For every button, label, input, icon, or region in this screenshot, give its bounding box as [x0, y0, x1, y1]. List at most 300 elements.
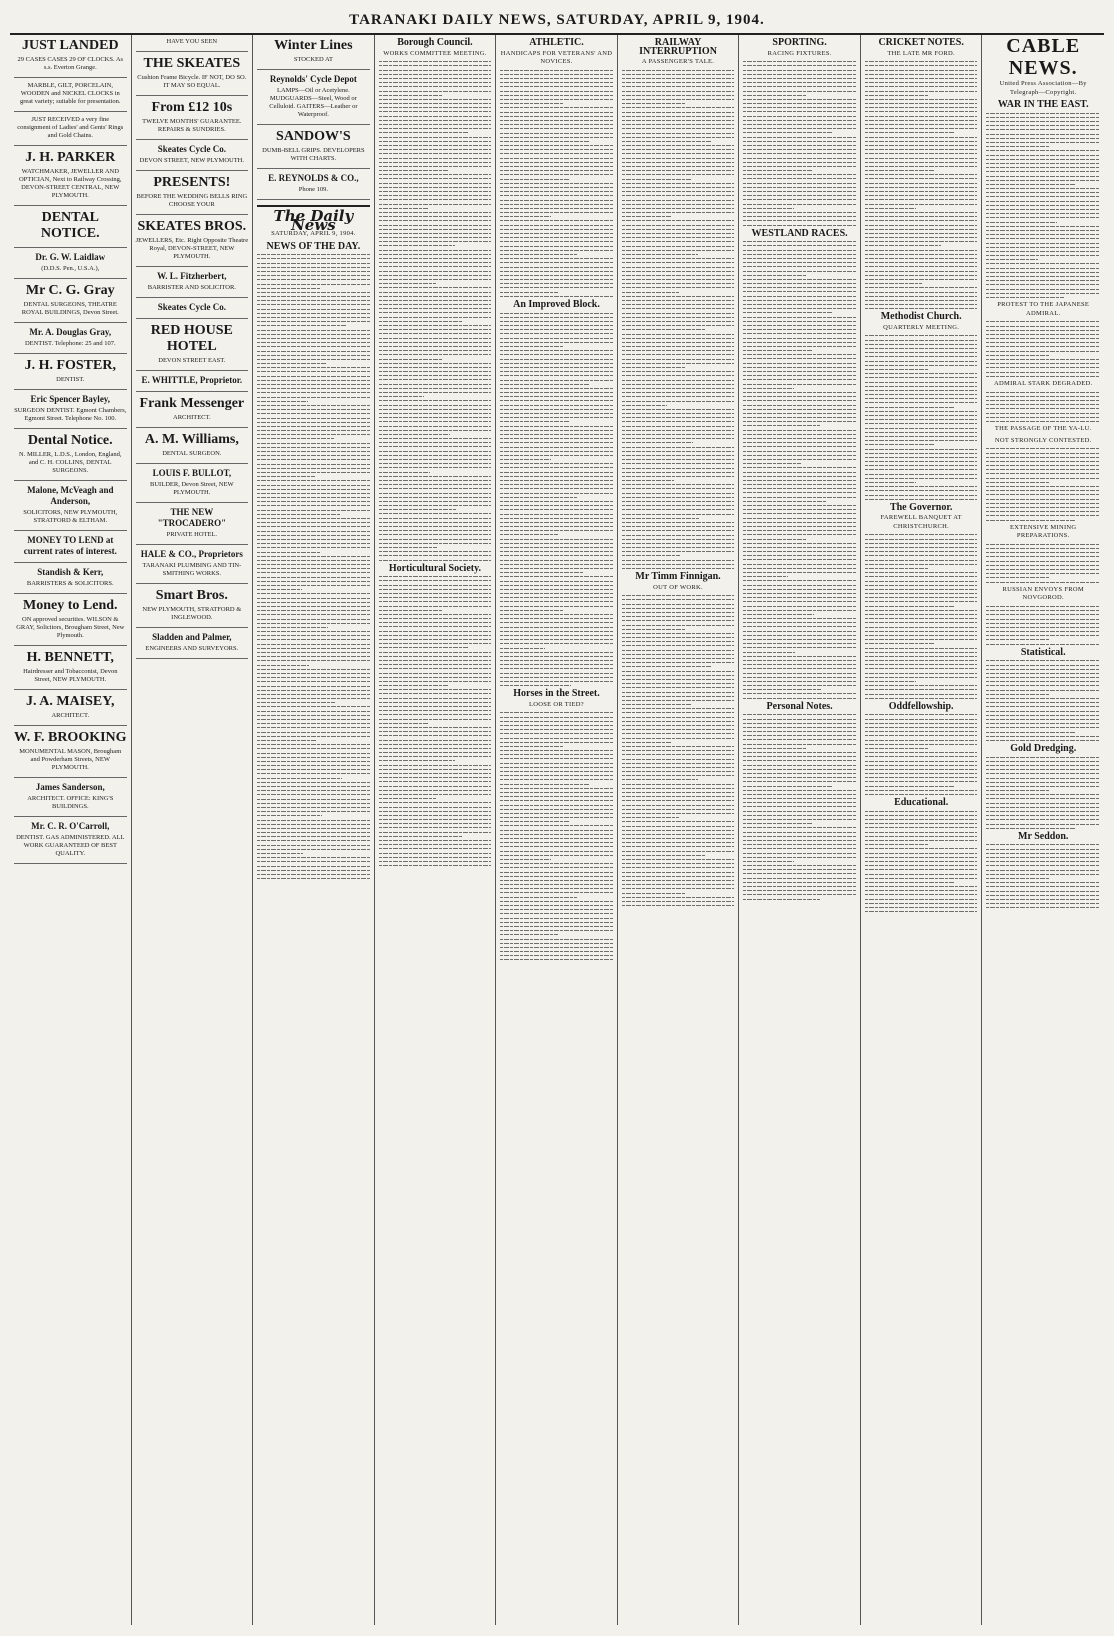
- text-line: [379, 832, 492, 833]
- text-line: [865, 373, 978, 374]
- text-line: [622, 821, 735, 822]
- text-line: [379, 735, 492, 736]
- text-line: [622, 897, 735, 898]
- text-line: [622, 551, 735, 552]
- advertisement: [14, 650, 127, 684]
- text-line: [743, 312, 832, 313]
- text-line: [622, 95, 735, 96]
- text-line: [622, 750, 735, 751]
- racing-fixtures-subheading: RACING FIXTURES.: [767, 49, 832, 57]
- text-line: [622, 880, 735, 881]
- text-line: [986, 861, 1100, 862]
- text-line: [379, 199, 492, 200]
- text-line: [743, 806, 856, 807]
- ad-heading: RED HOUSE HOTEL: [150, 323, 233, 354]
- works-committee-subheading: WORKS COMMITTEE MEETING.: [383, 49, 487, 57]
- text-line: [986, 794, 1100, 795]
- text-line: [622, 200, 735, 201]
- text-line: [379, 116, 492, 117]
- text-line: [865, 756, 978, 757]
- text-line: [622, 417, 735, 418]
- text-line: [257, 288, 320, 289]
- text-line: [743, 354, 856, 355]
- ad-text: TARANAKI PLUMBING AND TIN-SMITHING WORKS.: [142, 562, 242, 577]
- text-line: [865, 394, 978, 395]
- war-in-east-heading: WAR IN THE EAST.: [997, 99, 1089, 110]
- text-line: [743, 476, 856, 477]
- text-line: [379, 141, 492, 142]
- text-line: [865, 735, 978, 736]
- text-line: [986, 895, 1100, 896]
- text-line: [865, 474, 978, 475]
- text-line: [986, 284, 1100, 285]
- ad-heading: J. A. MAISEY,: [25, 694, 115, 709]
- text-line: [500, 685, 571, 686]
- text-line: [622, 128, 735, 129]
- text-line: [743, 488, 856, 489]
- text-line: [622, 704, 692, 705]
- ad-text: DEVON STREET, NEW PLYMOUTH.: [139, 157, 245, 164]
- text-line: [743, 300, 856, 301]
- text-line: [743, 170, 813, 171]
- text-line: [622, 560, 735, 561]
- text-line: [257, 677, 370, 678]
- text-line: [865, 840, 978, 841]
- text-line: [743, 639, 856, 640]
- text-line: [379, 283, 436, 284]
- text-line: [622, 641, 735, 642]
- text-line: [743, 283, 856, 284]
- text-line: [379, 626, 492, 627]
- article-text: [743, 61, 856, 225]
- text-line: [865, 748, 928, 749]
- text-line: [257, 698, 370, 699]
- text-line: [257, 690, 370, 691]
- text-line: [743, 333, 856, 334]
- text-line: [257, 321, 370, 322]
- text-line: [379, 363, 492, 364]
- text-line: [865, 377, 978, 378]
- text-line: [379, 547, 438, 548]
- text-line: [743, 220, 856, 221]
- text-line: [257, 485, 370, 486]
- text-line: [865, 811, 978, 812]
- text-line: [865, 844, 928, 845]
- ad-text: BARRISTER AND SOLICITOR.: [147, 284, 236, 291]
- ad-heading: SKEATES BROS.: [137, 219, 247, 234]
- ad-text: NEW PLYMOUTH, STRATFORD & INGLEWOOD.: [142, 606, 242, 621]
- text-line: [379, 153, 492, 154]
- text-line: [500, 208, 613, 209]
- text-line: [865, 769, 978, 770]
- text-line: [379, 844, 492, 845]
- text-line: [500, 897, 577, 898]
- text-line: [500, 70, 613, 71]
- horses-street-heading: Horses in the Street.: [513, 688, 600, 700]
- text-line: [500, 187, 613, 188]
- ad-text: DENTIST. Telephone: 25 and 107.: [24, 340, 116, 347]
- ad-heading: DENTAL NOTICE.: [40, 210, 100, 241]
- text-line: [500, 82, 613, 83]
- text-line: [379, 86, 492, 87]
- article-text: [743, 241, 856, 698]
- text-line: [622, 246, 735, 247]
- ad-heading: Reynolds' Cycle Depot: [269, 74, 357, 84]
- text-line: [743, 660, 856, 661]
- text-line: [622, 526, 735, 527]
- text-line: [865, 899, 978, 900]
- text-line: [986, 238, 1100, 239]
- text-line: [743, 325, 856, 326]
- text-line: [379, 484, 492, 485]
- text-line: [622, 321, 735, 322]
- text-line: [622, 187, 735, 188]
- text-line: [622, 480, 674, 481]
- text-line: [865, 262, 978, 263]
- text-line: [743, 626, 856, 627]
- text-line: [257, 392, 370, 393]
- improved-block-heading: An Improved Block.: [513, 298, 600, 310]
- ad-heading: Standish & Kerr,: [37, 567, 104, 577]
- oddfellowship-heading: Oddfellowship.: [888, 700, 954, 712]
- text-line: [379, 798, 436, 799]
- educational-heading: Educational.: [894, 797, 949, 808]
- text-line: [743, 668, 856, 669]
- text-line: [379, 689, 492, 690]
- text-line: [622, 216, 673, 217]
- text-line: [379, 371, 492, 372]
- text-line: [986, 176, 1100, 177]
- text-line: [622, 384, 735, 385]
- ad-text: BARRISTERS & SOLICITORS.: [26, 580, 114, 587]
- text-line: [986, 330, 1100, 331]
- text-line: [500, 589, 613, 590]
- text-line: [500, 480, 613, 481]
- text-line: [257, 552, 321, 553]
- divider: [14, 689, 127, 690]
- text-line: [622, 568, 735, 569]
- text-line: [379, 103, 492, 104]
- article-text: [622, 70, 735, 569]
- text-line: [986, 565, 1100, 566]
- advertisement: [257, 38, 370, 64]
- text-line: [379, 493, 492, 494]
- advertisement: [136, 468, 249, 497]
- text-line: [257, 874, 370, 875]
- text-line: [743, 141, 856, 142]
- text-line: [257, 443, 370, 444]
- text-line: [500, 922, 613, 923]
- text-line: [500, 338, 613, 339]
- text-line: [257, 254, 370, 255]
- text-line: [743, 162, 856, 163]
- text-line: [257, 719, 370, 720]
- text-line: [986, 702, 1100, 703]
- ad-heading: THE NEW "TROCADERO": [157, 507, 227, 528]
- text-line: [865, 415, 978, 416]
- text-line: [257, 346, 370, 347]
- ad-text: DEVON STREET EAST.: [158, 357, 226, 364]
- text-line: [743, 492, 856, 493]
- text-line: [865, 853, 978, 854]
- text-line: [622, 905, 735, 906]
- text-line: [379, 375, 492, 376]
- late-mr-ford-subheading: THE LATE MR FORD.: [887, 49, 955, 57]
- text-line: [622, 876, 735, 877]
- text-line: [865, 356, 978, 357]
- text-line: [865, 216, 978, 217]
- text-line: [257, 304, 370, 305]
- text-line: [379, 786, 492, 787]
- text-line: [379, 513, 492, 514]
- text-line: [622, 775, 735, 776]
- text-line: [865, 275, 978, 276]
- text-line: [865, 894, 978, 895]
- text-line: [743, 865, 856, 866]
- text-line: [500, 363, 613, 364]
- text-line: [865, 99, 978, 100]
- text-line: [622, 447, 735, 448]
- text-line: [865, 622, 978, 623]
- text-line: [257, 317, 370, 318]
- advertisement: [136, 219, 249, 261]
- text-line: [379, 622, 492, 623]
- text-line: [500, 434, 613, 435]
- ad-heading: Winter Lines: [274, 38, 353, 53]
- text-line: [622, 283, 735, 284]
- text-line: [865, 91, 978, 92]
- text-line: [500, 179, 570, 180]
- text-line: [500, 788, 613, 789]
- divider: [14, 145, 127, 146]
- text-line: [622, 392, 735, 393]
- text-line: [500, 212, 613, 213]
- text-line: [500, 959, 613, 960]
- text-line: [865, 740, 978, 741]
- text-line: [743, 698, 856, 699]
- text-line: [622, 388, 735, 389]
- quarterly-meeting-subheading: QUARTERLY MEETING.: [883, 323, 960, 331]
- text-line: [865, 229, 978, 230]
- text-line: [257, 405, 370, 406]
- text-line: [743, 342, 856, 343]
- text-line: [986, 610, 1100, 611]
- text-line: [743, 304, 856, 305]
- text-line: [743, 723, 856, 724]
- text-line: [865, 593, 978, 594]
- text-line: [379, 379, 492, 380]
- text-line: [743, 505, 856, 506]
- text-line: [622, 754, 735, 755]
- text-line: [500, 627, 613, 628]
- text-line: [622, 658, 735, 659]
- text-line: [986, 392, 1100, 393]
- text-line: [379, 333, 492, 334]
- text-line: [257, 518, 370, 519]
- text-line: [622, 409, 735, 410]
- text-line: [500, 220, 613, 221]
- text-line: [622, 380, 735, 381]
- text-line: [500, 133, 613, 134]
- text-line: [257, 644, 370, 645]
- text-line: [500, 947, 613, 948]
- text-line: [986, 125, 1100, 126]
- text-line: [379, 706, 492, 707]
- text-line: [257, 564, 370, 565]
- text-line: [986, 698, 1100, 699]
- text-line: [257, 300, 370, 301]
- article-text: [622, 595, 735, 906]
- text-line: [500, 116, 613, 117]
- text-line: [257, 338, 370, 339]
- text-line: [622, 696, 735, 697]
- text-line: [986, 334, 1100, 335]
- text-line: [257, 857, 370, 858]
- text-line: [743, 375, 856, 376]
- text-line: [865, 61, 978, 62]
- divider: [14, 322, 127, 323]
- text-line: [622, 342, 735, 343]
- text-line: [865, 304, 978, 305]
- text-line: [257, 765, 370, 766]
- text-line: [379, 212, 492, 213]
- text-line: [500, 296, 613, 297]
- text-line: [622, 116, 735, 117]
- text-line: [379, 258, 492, 259]
- text-line: [379, 208, 430, 209]
- text-line: [500, 830, 613, 831]
- text-line: [379, 220, 492, 221]
- text-line: [986, 321, 1100, 322]
- text-line: [622, 712, 735, 713]
- text-line: [865, 440, 978, 441]
- text-line: [986, 272, 1100, 273]
- text-line: [743, 442, 856, 443]
- text-line: [743, 572, 856, 573]
- text-line: [500, 421, 570, 422]
- text-line: [986, 899, 1100, 900]
- text-line: [379, 698, 492, 699]
- text-line: [865, 74, 978, 75]
- text-line: [622, 608, 735, 609]
- cable-item: NOT STRONGLY CONTESTED.: [994, 436, 1092, 444]
- text-line: [379, 74, 492, 75]
- text-line: [257, 702, 335, 703]
- text-line: [986, 217, 1100, 218]
- text-line: [986, 499, 1100, 500]
- text-line: [622, 555, 681, 556]
- text-line: [865, 631, 978, 632]
- ad-heading: MONEY TO LEND at current rates of interest.: [23, 535, 117, 556]
- ad-text: MONUMENTAL MASON, Brougham and Powderham Streets, NEW PLYMOUTH.: [19, 748, 122, 771]
- text-line: [986, 690, 1100, 691]
- advertisement: [257, 129, 370, 163]
- gold-dredging-heading: Gold Dredging.: [1010, 742, 1077, 754]
- text-line: [622, 208, 735, 209]
- text-line: [379, 191, 492, 192]
- text-line: [622, 170, 735, 171]
- text-line: [500, 246, 613, 247]
- ad-heading: Mr C. G. Gray: [25, 283, 115, 298]
- text-line: [500, 800, 613, 801]
- advertisement: [14, 394, 127, 423]
- text-line: [865, 300, 978, 301]
- text-line: [500, 262, 613, 263]
- text-line: [865, 614, 978, 615]
- text-line: [257, 849, 370, 850]
- text-line: [500, 137, 613, 138]
- text-line: [622, 901, 735, 902]
- text-line: [379, 346, 492, 347]
- text-line: [865, 731, 978, 732]
- text-line: [622, 396, 735, 397]
- text-line: [743, 363, 856, 364]
- text-line: [379, 756, 492, 757]
- text-line: [622, 530, 735, 531]
- text-line: [743, 367, 856, 368]
- text-line: [622, 488, 735, 489]
- text-line: [379, 467, 492, 468]
- text-line: [500, 388, 613, 389]
- text-line: [865, 70, 978, 71]
- text-line: [500, 493, 613, 494]
- text-line: [743, 526, 856, 527]
- article-text: [986, 321, 1100, 376]
- ad-text: TWELVE MONTHS' GUARANTEE. REPAIRS & SUNDRIES.: [142, 118, 242, 133]
- text-line: [986, 465, 1100, 466]
- ad-text: DENTIST.: [56, 376, 85, 383]
- text-line: [257, 845, 370, 846]
- column-4: [375, 35, 497, 1625]
- advertisement: [257, 74, 370, 119]
- text-line: [622, 872, 735, 873]
- text-line: [257, 694, 370, 695]
- text-line: [379, 472, 431, 473]
- ad-heading: J. H. FOSTER,: [24, 358, 116, 373]
- text-line: [500, 321, 613, 322]
- text-line: [500, 597, 613, 598]
- sporting-heading: SPORTING.: [772, 37, 827, 48]
- text-line: [379, 426, 492, 427]
- text-line: [986, 367, 1100, 368]
- text-line: [743, 271, 856, 272]
- text-line: [865, 478, 978, 479]
- text-line: [622, 158, 735, 159]
- text-line: [986, 251, 1100, 252]
- text-line: [743, 597, 856, 598]
- text-line: [379, 325, 492, 326]
- text-line: [500, 99, 613, 100]
- text-line: [379, 560, 492, 561]
- text-line: [622, 78, 735, 79]
- ad-heading: Frank Messenger: [139, 396, 245, 411]
- text-line: [622, 204, 735, 205]
- text-line: [379, 539, 492, 540]
- advertisement: [14, 535, 127, 557]
- text-line: [743, 149, 856, 150]
- text-line: [500, 909, 613, 910]
- text-line: [379, 91, 492, 92]
- text-line: [622, 212, 735, 213]
- text-line: [257, 514, 340, 515]
- text-line: [257, 418, 370, 419]
- text-line: [379, 668, 492, 669]
- text-line: [622, 717, 735, 718]
- text-line: [865, 618, 978, 619]
- text-line: [622, 851, 735, 852]
- text-line: [865, 361, 978, 362]
- text-line: [500, 846, 613, 847]
